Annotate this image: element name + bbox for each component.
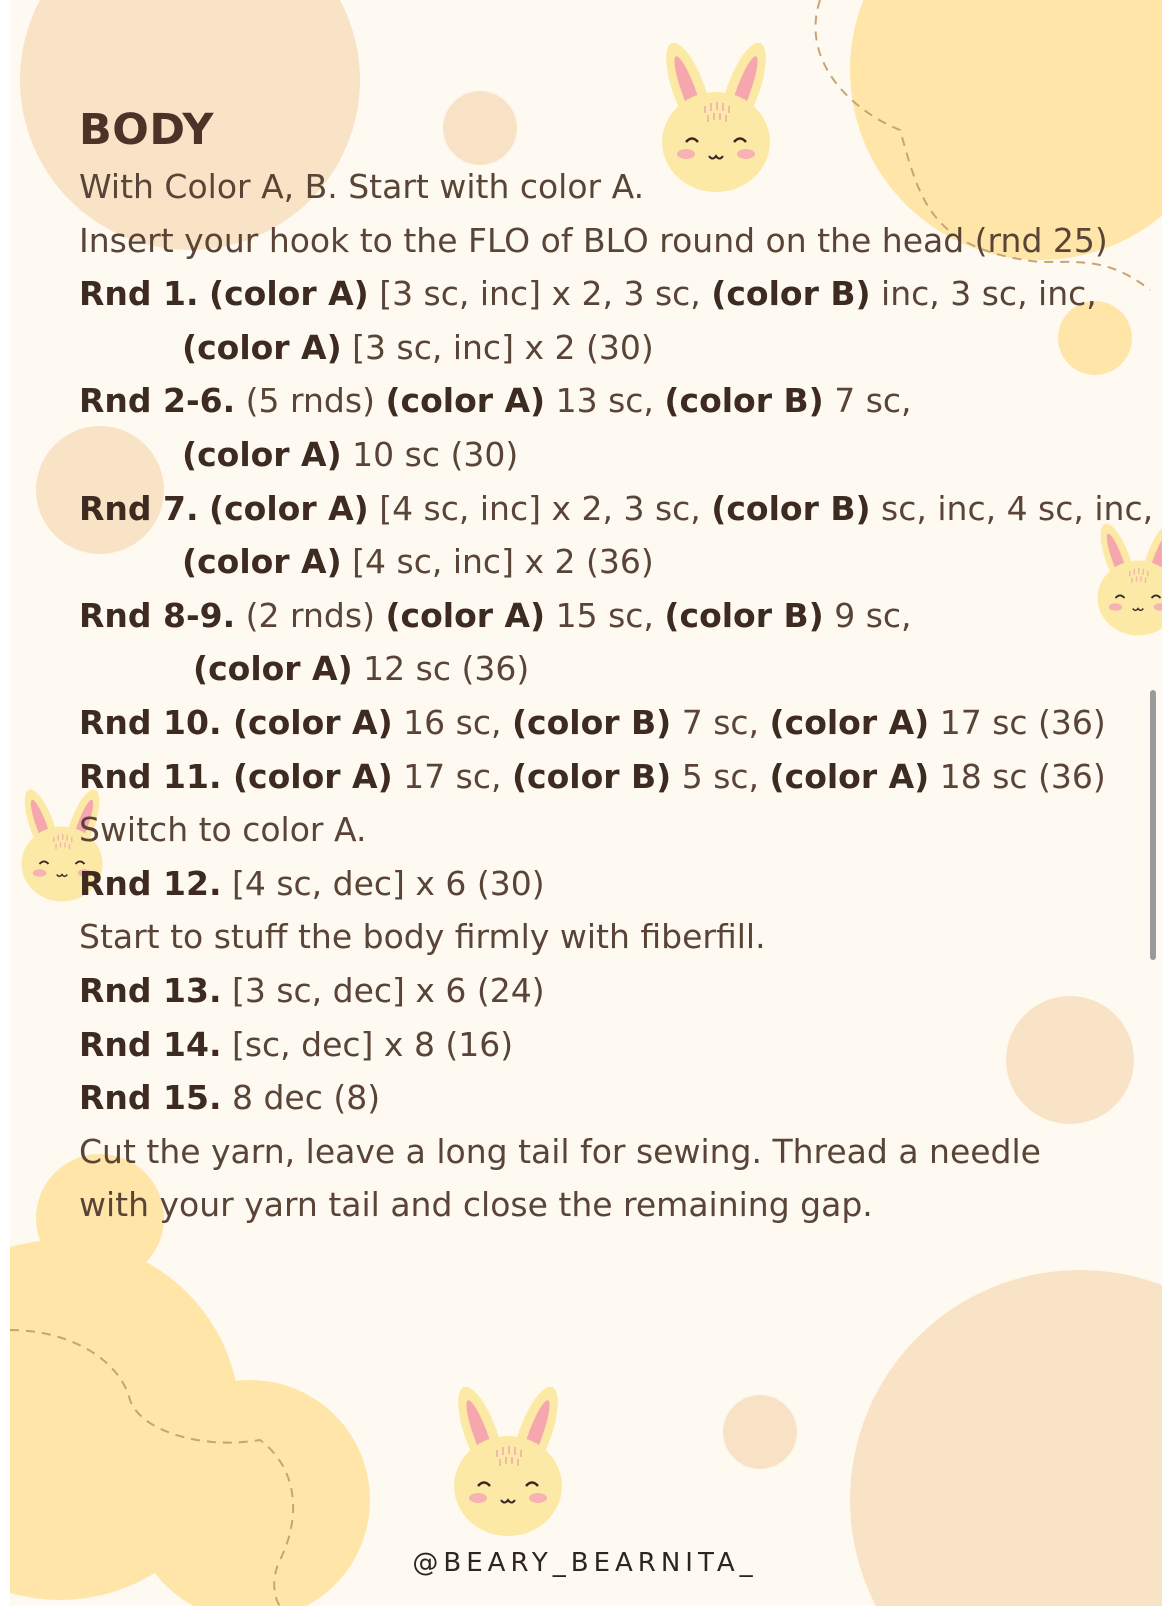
round-13: Rnd 13. [3 sc, dec] x 6 (24) xyxy=(79,970,545,1010)
round-8-9: Rnd 8-9. (2 rnds) (color A) 15 sc, (color B) 9 sc, xyxy=(79,595,912,635)
author-handle: @BEARY_BEARNITA_ xyxy=(412,1548,758,1578)
finish-note: Cut the yarn, leave a long tail for sewing. Thread a needle with your yarn tail and close the remaining gap. xyxy=(79,1131,1041,1225)
scrollbar[interactable] xyxy=(1150,690,1156,960)
round-12: Rnd 12. [4 sc, dec] x 6 (30) xyxy=(79,863,545,903)
round-7: Rnd 7. (color A) [4 sc, inc] x 2, 3 sc, (color B) sc, inc, 4 sc, inc, xyxy=(79,488,1154,528)
switch-color-note: Switch to color A. xyxy=(79,810,367,850)
section-heading: BODY xyxy=(79,105,215,155)
intro-line-1: With Color A, B. Start with color A. xyxy=(79,167,645,206)
bunny-bottom-icon xyxy=(449,1382,567,1536)
round-15: Rnd 15. 8 dec (8) xyxy=(79,1078,381,1118)
round-10: Rnd 10. (color A) 16 sc, (color B) 7 sc, (color A) 17 sc (36) xyxy=(79,702,1106,742)
round-2-6-cont: (color A) 10 sc (30) xyxy=(182,434,519,474)
pattern-content xyxy=(79,100,1154,1232)
round-11: Rnd 11. (color A) 17 sc, (color B) 5 sc, (color A) 18 sc (36) xyxy=(79,756,1106,796)
round-8-9-cont: (color A) 12 sc (36) xyxy=(193,649,530,689)
round-1: Rnd 1. (color A) [3 sc, inc] x 2, 3 sc, (color B) inc, 3 sc, inc, xyxy=(79,274,1097,314)
round-7-cont: (color A) [4 sc, inc] x 2 (36) xyxy=(182,542,654,582)
round-2-6: Rnd 2-6. (5 rnds) (color A) 13 sc, (color B) 7 sc, xyxy=(79,381,912,421)
stuff-note: Start to stuff the body firmly with fiberfill. xyxy=(79,917,766,957)
round-1-cont: (color A) [3 sc, inc] x 2 (30) xyxy=(182,327,654,367)
round-14: Rnd 14. [sc, dec] x 8 (16) xyxy=(79,1024,514,1064)
intro-line-2: Insert your hook to the FLO of BLO round on the head (rnd 25) xyxy=(79,220,1108,260)
